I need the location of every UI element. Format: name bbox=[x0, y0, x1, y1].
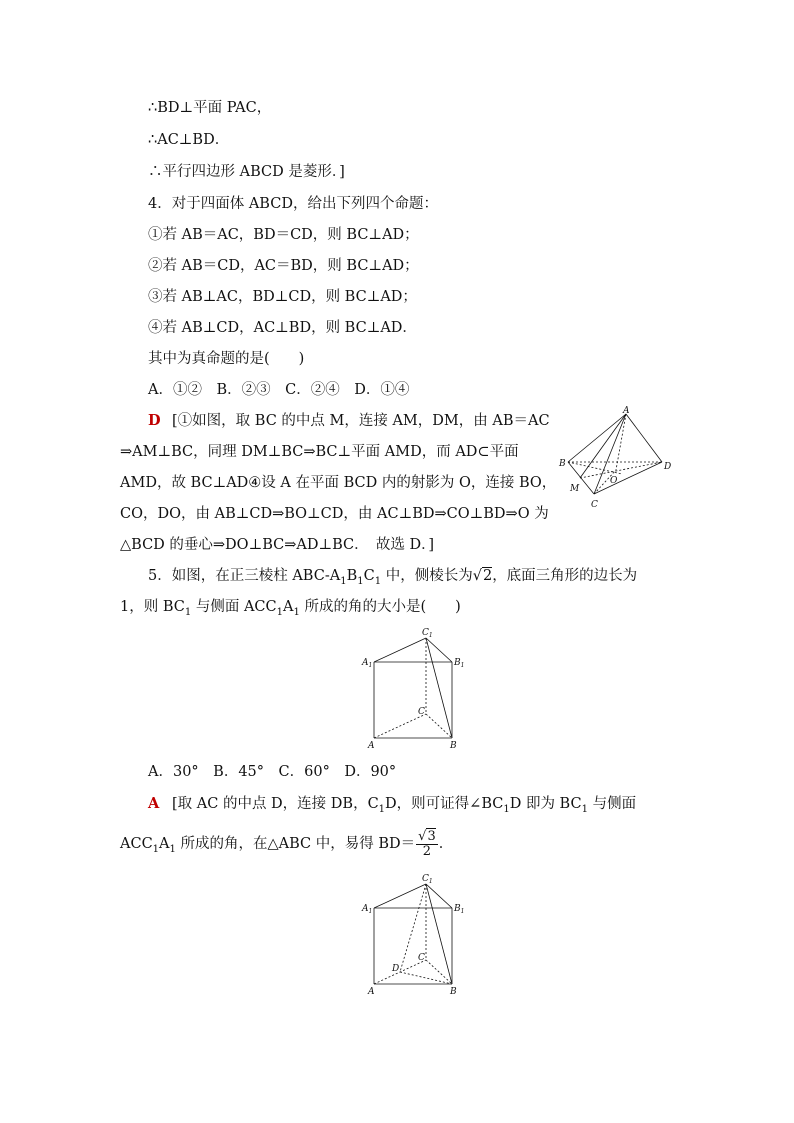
q5-stem-line-2: 1，则 $BC_1$ 与侧面 $ACC_1A_1$ 所成的角的大小是( ) bbox=[120, 599, 461, 618]
fig6-label-a: A bbox=[368, 987, 375, 997]
fig6-label-a1: $A_1$ bbox=[362, 904, 373, 915]
q4-prop-4: ④若 AB⊥CD，AC⊥BD，则 BC⊥AD． bbox=[148, 320, 417, 336]
fig5-label-b: B bbox=[450, 741, 457, 751]
fig6-label-c: C bbox=[418, 953, 425, 963]
q5-solution-line-2: $ACC_1A_1$ 所成的角，在△ABC 中，易得 BD＝ $\frac{√3}{2}$ ． bbox=[120, 828, 454, 859]
prism-figure-2 bbox=[358, 868, 468, 998]
q4-prop-1: ①若 AB＝AC，BD＝CD，则 BC⊥AD； bbox=[148, 227, 419, 243]
proof-line-1: ∴BD⊥平面 PAC， bbox=[148, 100, 272, 116]
q4-answer: D bbox=[148, 412, 161, 429]
q4-solution-line-2: ⇒AM⊥BC，同理 DM⊥BC⇒BC⊥平面 AMD，而 AD⊂平面 bbox=[120, 444, 519, 460]
fig4-label-m: M bbox=[570, 484, 580, 494]
fig6-label-b1: $B_1$ bbox=[454, 904, 465, 915]
proof-line-3: ∴平行四边形 ABCD 是菱形．] bbox=[148, 164, 345, 180]
fig6-label-d: D bbox=[392, 964, 400, 974]
q4-options: A．①② B．②③ C．②④ D．①④ bbox=[148, 382, 410, 398]
q4-prop-2: ②若 AB＝CD，AC＝BD，则 BC⊥AD； bbox=[148, 258, 419, 274]
fraction-sqrt3-over-2: $\frac{√3}{2}$ bbox=[418, 828, 436, 859]
fig4-label-d: D bbox=[664, 462, 672, 472]
fig5-label-c: C bbox=[418, 707, 425, 717]
fig6-label-b: B bbox=[450, 987, 457, 997]
q4-solution-line-3: AMD，故 BC⊥AD④设 A 在平面 BCD 内的射影为 O，连接 BO， bbox=[120, 475, 557, 491]
prism-figure-1 bbox=[358, 622, 468, 752]
q5-answer: A bbox=[148, 795, 160, 812]
proof-line-2: ∴AC⊥BD． bbox=[148, 132, 230, 148]
fig4-label-c: C bbox=[591, 500, 598, 510]
fig6-label-c1: $C_1$ bbox=[422, 874, 433, 885]
tetrahedron-figure bbox=[556, 404, 682, 512]
sqrt-radicand: 2 bbox=[482, 568, 493, 584]
fig4-label-b: B bbox=[559, 459, 566, 469]
fig4-label-a: A bbox=[623, 406, 630, 416]
q5-solution-line-1: [取 AC 的中点 D，连接 DB，$C_1D$，则可证得$\angle BC_1D$ 即为 $BC_1$ 与侧面 bbox=[172, 796, 637, 815]
q4-prop-3: ③若 AB⊥AC，BD⊥CD，则 BC⊥AD； bbox=[148, 289, 417, 305]
q4-solution-line-5: △BCD 的垂心⇒DO⊥BC⇒AD⊥BC． 故选 D．] bbox=[120, 537, 435, 553]
q4-question: 其中为真命题的是( ) bbox=[148, 351, 305, 367]
q5-options: A．30° B．45° C．60° D．90° bbox=[148, 764, 397, 780]
fig5-label-c1: $C_1$ bbox=[422, 628, 433, 639]
fig5-label-b1: $B_1$ bbox=[454, 658, 465, 669]
q5-stem: 5．如图，在正三棱柱 ABC-$A_1B_1C_1$ 中，侧棱长为√2，底面三角形的边长为 bbox=[148, 568, 638, 587]
q4-solution-line-1: [①如图，取 BC 的中点 M，连接 AM，DM，由 AB＝AC bbox=[172, 413, 550, 429]
q4-stem: 4．对于四面体 ABCD，给出下列四个命题： bbox=[148, 196, 438, 212]
fig4-label-o: O bbox=[610, 476, 618, 486]
q4-solution-line-4: CO，DO，由 AB⊥CD⇒BO⊥CD，由 AC⊥BD⇒CO⊥BD⇒O 为 bbox=[120, 506, 549, 522]
fig5-label-a1: $A_1$ bbox=[362, 658, 373, 669]
fig5-label-a: A bbox=[368, 741, 375, 751]
